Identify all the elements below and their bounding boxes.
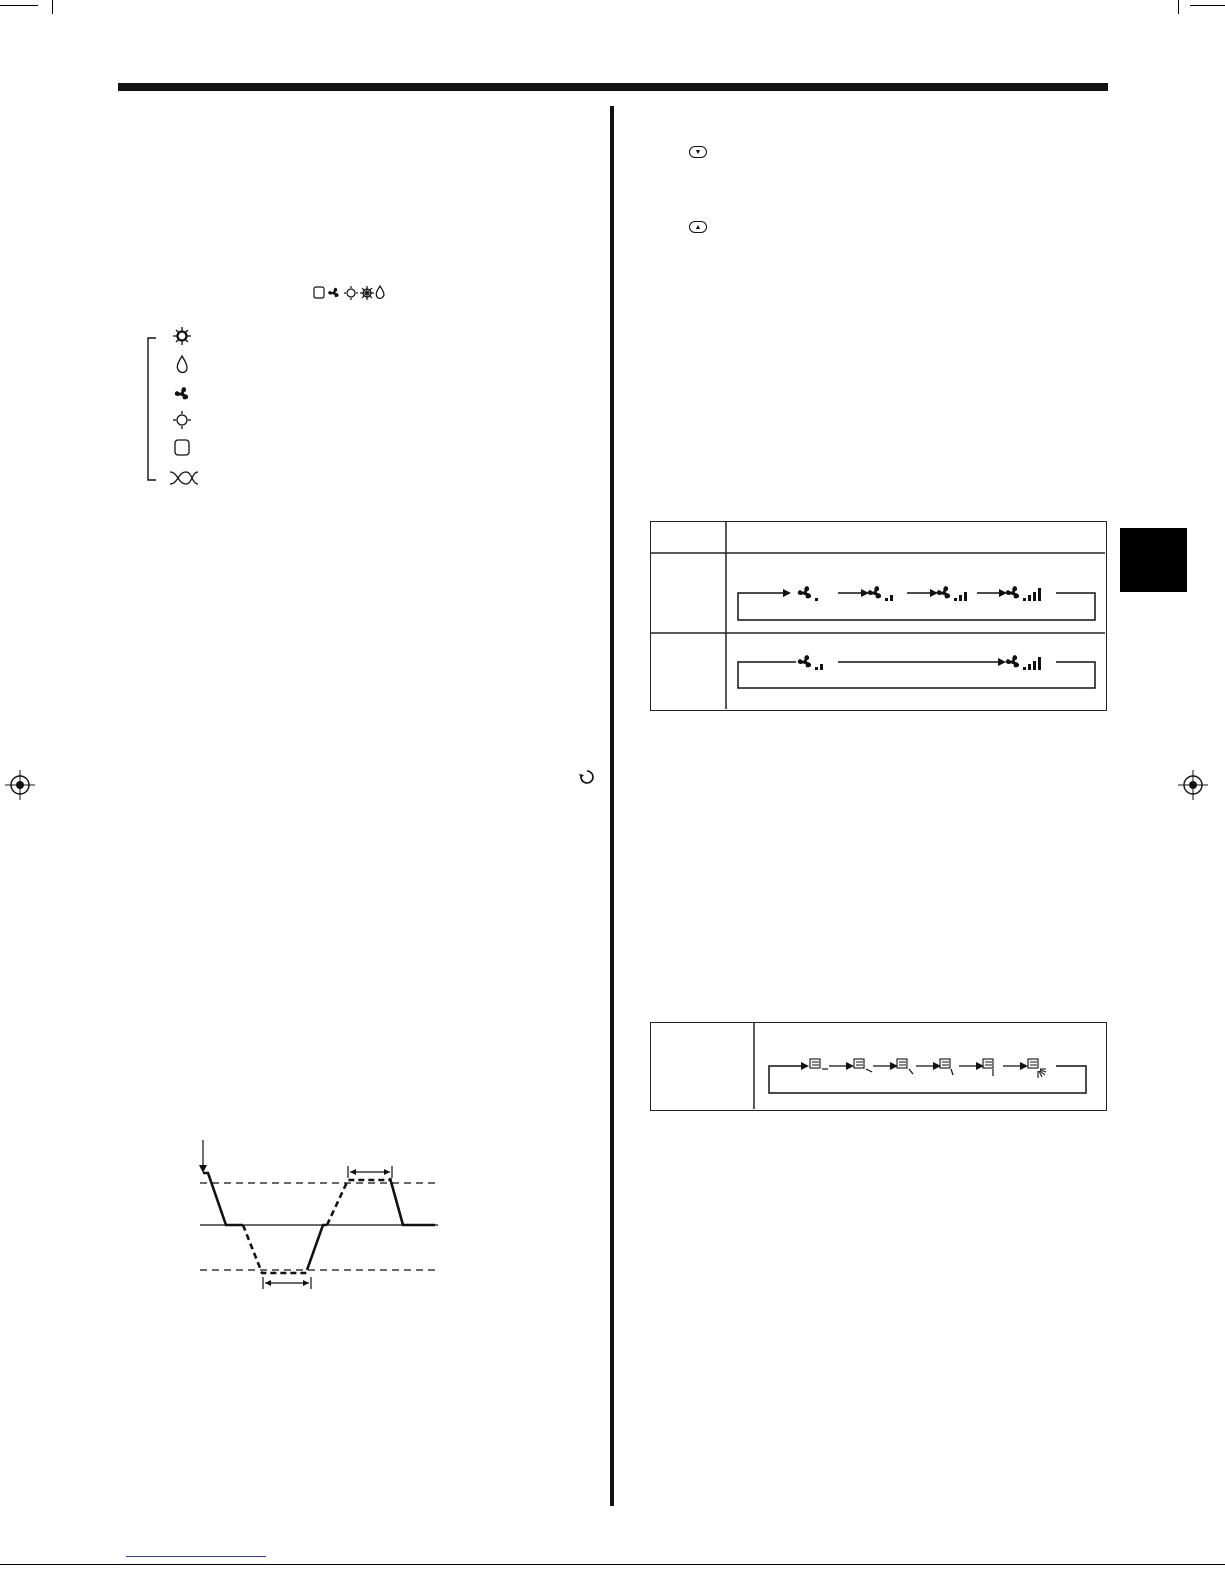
dashed-trace [243, 1180, 391, 1273]
column-divider [610, 106, 614, 1506]
cool-icon [360, 286, 374, 300]
fan-speed-1-icon [796, 584, 826, 604]
swing-icon [1027, 1057, 1055, 1081]
footer-link-underline [126, 1556, 266, 1557]
registration-mark-icon [1178, 770, 1208, 800]
crop-mark [0, 5, 38, 6]
fan-speed-4-icon [1004, 652, 1046, 673]
fan-speed-4-icon [1004, 583, 1046, 604]
solid-trace [203, 1173, 435, 1270]
fan-speed-2-icon [796, 653, 828, 673]
up-button-icon: ▲ [689, 221, 707, 233]
temperature-timing-graph [195, 1138, 445, 1290]
dry-icon [177, 356, 187, 373]
fan-speed-table [650, 521, 1107, 711]
mode-icon-strip [312, 283, 386, 303]
dry-icon [376, 286, 384, 298]
fan-speed-3-icon [935, 584, 971, 604]
header-rule [118, 83, 1108, 91]
crop-mark [52, 0, 53, 14]
registration-mark-icon [5, 770, 35, 800]
vane-pos-5-icon [982, 1057, 1004, 1077]
crop-mark [1190, 5, 1225, 6]
fan-speed-2-icon [866, 584, 898, 604]
fan-icon [328, 288, 338, 297]
fan-icon [175, 387, 188, 399]
ventilation-icon [170, 472, 198, 484]
vane-pos-1-icon [809, 1057, 831, 1077]
section-tab [1120, 528, 1187, 592]
mode-list [140, 320, 210, 492]
footer-rule [0, 1564, 1225, 1565]
vane-pos-3-icon [896, 1057, 918, 1077]
vane-position-table [650, 1022, 1107, 1111]
vane-pos-2-icon [853, 1057, 875, 1077]
vane-pos-4-icon [939, 1057, 961, 1077]
crop-mark [1178, 0, 1179, 14]
auto-icon [314, 287, 324, 298]
down-button-icon: ▼ [689, 146, 707, 158]
cool-icon [173, 327, 191, 345]
mode-bracket [148, 338, 156, 480]
auto-changeover-icon [578, 768, 596, 786]
heat-icon [173, 411, 191, 429]
auto-icon [175, 440, 189, 455]
heat-icon [344, 286, 358, 300]
